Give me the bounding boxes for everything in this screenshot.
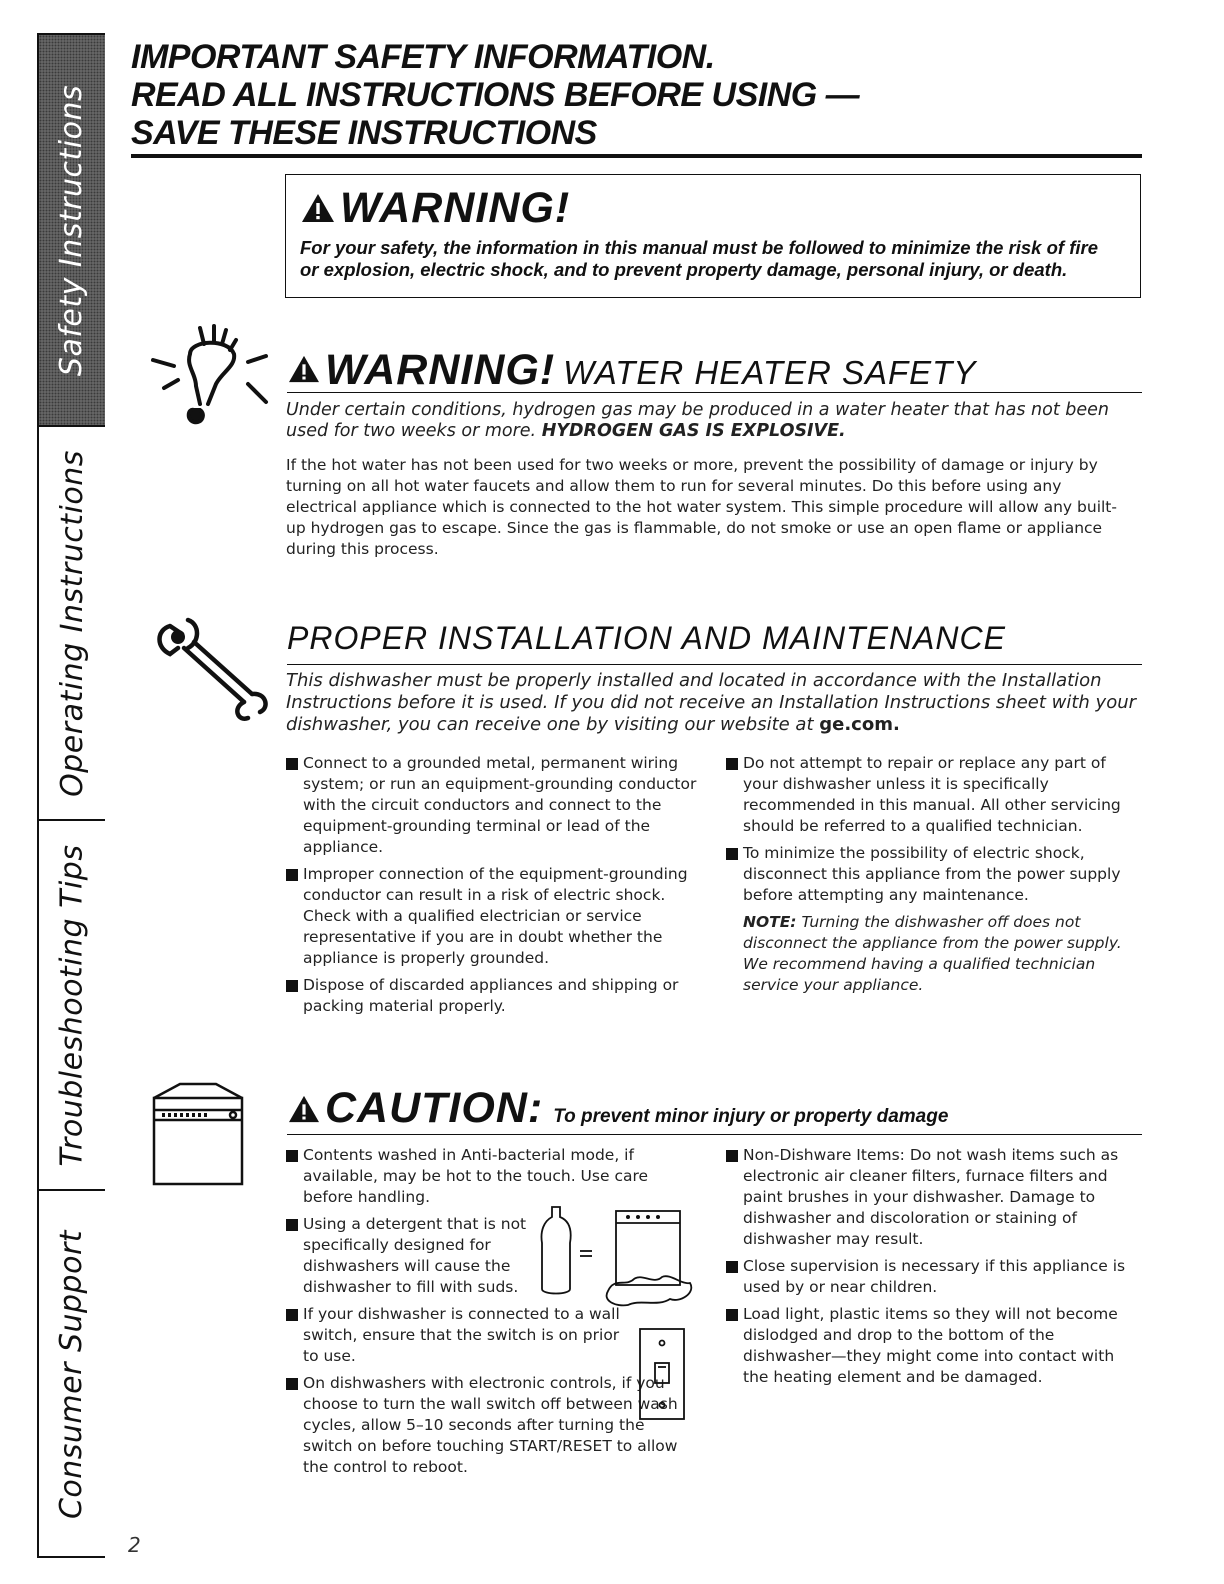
water-heater-body: If the hot water has not been used for two weeks or more, prevent the possibility of damage or injury by turning on all hot water faucets and allow them to run for several minutes. Do this before using any electrical appliance which is connected to the hot water system. This simple procedure will allow any built-up hydrogen gas to escape. Since the gas is flammable, do not smoke or use an open flame or appliance during this process.	[286, 456, 1117, 558]
list-item: Non-Dishware Items: Do not wash items such as electronic air cleaner filters, furnace filters and paint brushes in your dishwasher. Damage to dishwasher and discoloration or staining of dishwasher may result.	[726, 1145, 1136, 1250]
caution-heading	[287, 1084, 1142, 1135]
hydrogen-explosive-text: HYDROGEN GAS IS EXPLOSIVE.	[541, 421, 846, 441]
tab-troubleshooting-tips[interactable]	[39, 821, 105, 1191]
warning-text: For your safety, the information in this manual must be followed to minimize the risk of fire or explosion, electric shock, and to prevent property damage, personal injury, or death.	[300, 237, 1098, 280]
tab-label: Operating Instructions	[54, 449, 90, 797]
page-header	[131, 38, 1142, 158]
water-heater-title: WATER HEATER SAFETY	[563, 354, 977, 391]
caution-subtitle: To prevent minor injury or property damage	[553, 1106, 949, 1127]
list-item: Contents washed in Anti-bacterial mode, if available, may be hot to the touch. Use care before handling.	[286, 1145, 696, 1208]
list-item: Do not attempt to repair or replace any part of your dishwasher unless it is specifically recommended in this manual. All other servicing should be referred to a qualified technician.	[726, 753, 1136, 837]
wall-switch-icon	[636, 1325, 688, 1423]
list-item: Improper connection of the equipment-grounding conductor can result in a risk of electric shock. Check with a qualified electrician or service representative if you are in doubt whether the appliance is properly grounded.	[286, 864, 701, 969]
list-item: To minimize the possibility of electric shock, disconnect this appliance from the power supply before attempting any maintenance.	[726, 843, 1136, 906]
header-rule	[131, 154, 1142, 158]
website-link[interactable]: ge.com.	[819, 714, 900, 735]
water-heater-warning-label: WARNING!	[325, 346, 556, 394]
warning-box	[285, 174, 1141, 298]
list-item: If your dishwasher is connected to a wall switch, ensure that the switch is on prior to use.	[286, 1304, 628, 1367]
page-number: 2	[128, 1533, 141, 1557]
list-item: Dispose of discarded appliances and shipping or packing material properly.	[286, 975, 701, 1017]
installation-left-list	[286, 753, 701, 1023]
caution-left-list	[286, 1145, 696, 1484]
warning-title: WARNING!	[340, 184, 571, 232]
water-heater-heading	[287, 346, 1142, 393]
tab-label: Consumer Support	[54, 1229, 90, 1520]
warning-triangle-icon	[300, 192, 336, 224]
list-item: Load light, plastic items so they will not become dislodged and drop to the bottom of the dishwasher—they might come into contact with the heating element and be damaged.	[726, 1304, 1136, 1388]
detergent-bottle-icon	[530, 1203, 700, 1311]
wrench-icon	[148, 612, 273, 724]
water-heater-intro	[286, 400, 1146, 442]
light-bulb-icon	[148, 322, 283, 434]
installation-intro-text: This dishwasher must be properly installed and located in accordance with the Installation Instructions before it is used. If you did not receive an Installation Instructions sheet with your dishwasher, you can receive one by visiting our website at	[286, 670, 1137, 735]
installation-title: PROPER INSTALLATION AND MAINTENANCE	[287, 620, 1006, 656]
caution-right-list	[726, 1145, 1136, 1394]
installation-heading	[287, 620, 1142, 665]
dishwasher-icon	[150, 1080, 245, 1190]
tab-label: Safety Instructions	[54, 84, 90, 376]
installation-right-list	[726, 753, 1136, 996]
tab-label: Troubleshooting Tips	[54, 844, 90, 1166]
list-item: On dishwashers with electronic controls, if you choose to turn the wall switch off between wash cycles, allow 5–10 seconds after turning the switch on before touching START/RESET to allow the control to reboot.	[286, 1373, 696, 1478]
installation-note	[743, 912, 1136, 996]
side-tab-nav	[37, 33, 105, 1558]
note-text: Turning the dishwasher off does not disconnect the appliance from the power supply. We recommend having a qualified technician service your appliance.	[743, 913, 1122, 994]
note-label: NOTE:	[743, 913, 797, 931]
caution-title: CAUTION:	[325, 1084, 544, 1132]
header-line-3: SAVE THESE INSTRUCTIONS	[131, 114, 597, 152]
list-item: Connect to a grounded metal, permanent wiring system; or run an equipment-grounding conductor with the circuit conductors and connect to the equipment-grounding terminal or lead of the appliance.	[286, 753, 701, 858]
header-line-2: READ ALL INSTRUCTIONS BEFORE USING —	[131, 76, 860, 114]
header-line-1: IMPORTANT SAFETY INFORMATION.	[131, 38, 715, 76]
water-heater-intro-text: Under certain conditions, hydrogen gas may be produced in a water heater that has not been used for two weeks or more.	[286, 400, 1110, 441]
tab-operating-instructions[interactable]	[39, 427, 105, 821]
warning-triangle-icon	[287, 1094, 321, 1124]
tab-safety-instructions[interactable]	[39, 35, 105, 427]
warning-triangle-icon	[287, 354, 321, 384]
list-item: Close supervision is necessary if this appliance is used by or near children.	[726, 1256, 1136, 1298]
installation-intro	[286, 670, 1146, 736]
list-item: Using a detergent that is not specifically designed for dishwashers will cause the dishwasher to fill with suds.	[286, 1214, 538, 1298]
tab-consumer-support[interactable]	[39, 1191, 105, 1558]
